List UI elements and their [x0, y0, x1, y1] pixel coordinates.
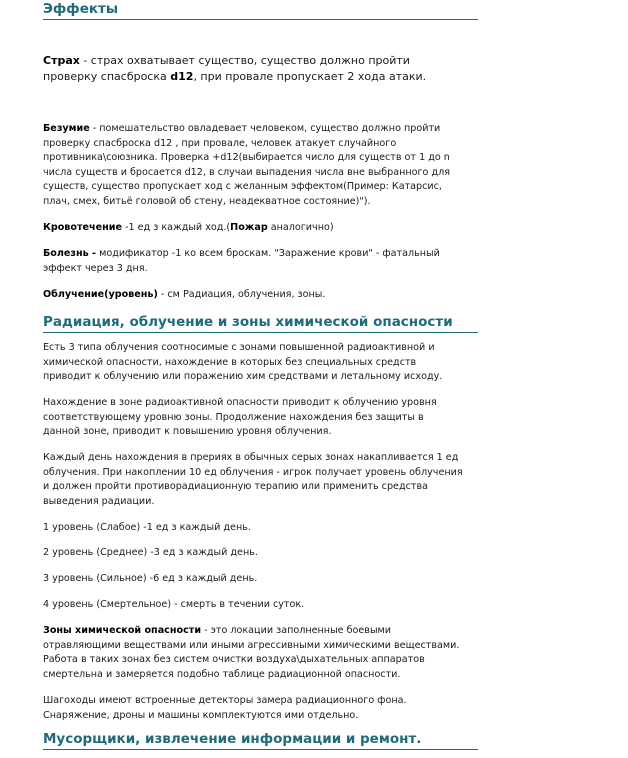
term-bleeding: Кровотечение	[43, 222, 122, 233]
paragraph-bleeding	[43, 221, 463, 236]
paragraph-madness	[43, 122, 463, 210]
term-fear: Страх	[43, 54, 80, 67]
paragraph-walkers: Шагоходы имеют встроенные детекторы замера радиационного фона. Снаряжение, дроны и машины комплектуются ими отдельно.	[43, 695, 407, 721]
paragraph-irradiation	[43, 288, 463, 303]
paragraph-disease	[43, 247, 463, 276]
irradiation-text: - см Радиация, облучения, зоны.	[157, 289, 326, 300]
radiation-level-1: 1 уровень (Слабое) -1 ед з каждый день.	[43, 522, 251, 533]
heading-radiation: Радиация, облучение и зоны химической опасности	[43, 313, 478, 333]
paragraph-radiation-3: Каждый день нахождения в прериях в обычных серых зонах накапливается 1 ед облучения. При накоплении 10 ед облучения - игрок получает уровень облучения и должен пройти противорадиационную терапию или применить средства выведения радиации.	[43, 452, 463, 507]
bleeding-text-2: аналогично)	[267, 222, 334, 233]
paragraph-chem-zones	[43, 624, 463, 682]
paragraph-radiation-1: Есть 3 типа облучения соотносимые с зонами повышенной радиоактивной и химической опасности, нахождение в которых без специальных средств приводит к облучению или поражению хим средствами и летальному исходу.	[43, 342, 443, 383]
heading-effects: Эффекты	[43, 0, 478, 20]
fear-text-2: , при провале пропускает 2 хода атаки.	[193, 70, 427, 83]
madness-text: - помешательство овладевает человеком, существо должно пройти проверку спасброска d12 , при провале, человек атакует случайного противника\союзника. Проверка +d12(выбирается число для существ от 1 до n числа существ и бросается d12, в случаи выпадения числа вне выбранного для существ, существо пропускает ход с желанным эффектом(Пример: Катарсис, плач, смех, битьё головой об стену, неадекватное состояние)").	[43, 123, 450, 207]
disease-text: модификатор -1 ко всем броскам. "Заражение крови" - фатальный эффект через 3 дня.	[43, 248, 440, 274]
fear-text-1: - страх охватывает существо, существо должно пройти проверку спасброска	[43, 54, 410, 83]
paragraph-fear	[43, 53, 463, 85]
radiation-level-2: 2 уровень (Среднее) -3 ед з каждый день.	[43, 547, 258, 558]
term-irradiation: Облучение(уровень)	[43, 289, 158, 300]
chem-zones-text: - это локации заполненные боевыми отравляющими веществами или иными агрессивными химическими веществами. Работа в таких зонах без систем очистки воздуха\дыхательных аппаратов смертельна и замеряется подобно таблице радиационной опасности.	[43, 625, 460, 680]
bleeding-text-1: -1 ед з каждый ход.(	[121, 222, 231, 233]
term-fire: Пожар	[230, 222, 268, 233]
heading-scavengers: Мусорщики, извлечение информации и ремонт.	[43, 730, 478, 750]
term-madness: Безумие	[43, 123, 90, 134]
paragraph-radiation-2: Нахождение в зоне радиоактивной опасности приводит к облучению уровня соответствующему уровню зоны. Продолжение нахождения без защиты в данной зоне, приводит к повышению уровня облучения.	[43, 397, 437, 438]
fear-dice: d12	[170, 70, 194, 83]
radiation-level-4: 4 уровень (Смертельное) - смерть в течении суток.	[43, 599, 305, 610]
term-chem-zones: Зоны химической опасности	[43, 625, 202, 636]
radiation-level-3: 3 уровень (Сильное) -6 ед з каждый день.	[43, 573, 258, 584]
term-disease: Болезнь -	[43, 248, 97, 259]
